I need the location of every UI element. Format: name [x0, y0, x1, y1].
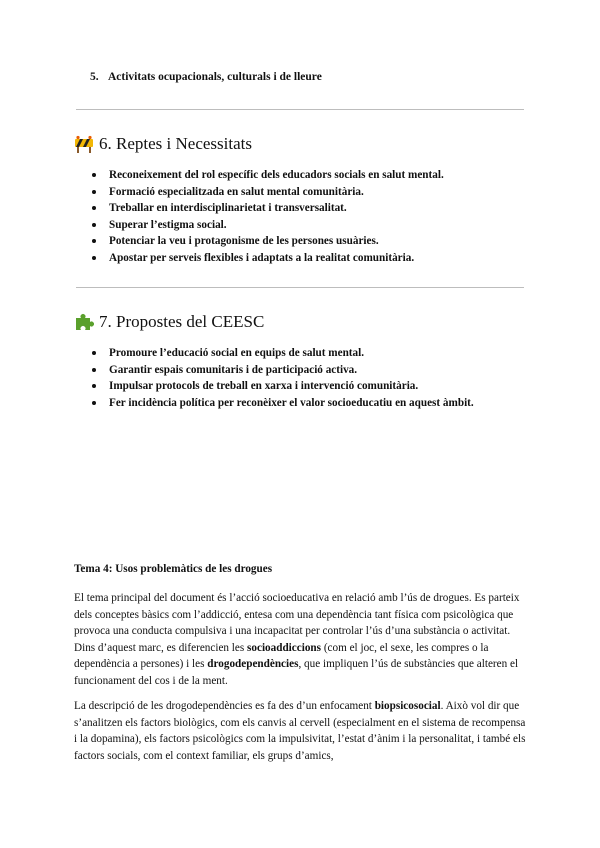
list-item: Reconeixement del rol específic dels educadors socials en salut mental. — [92, 167, 444, 184]
section-6-list — [92, 167, 444, 266]
list-item: Impulsar protocols de treball en xarxa i intervenció comunitària. — [92, 378, 474, 395]
numbered-item-5 — [90, 71, 322, 83]
section-7-title: 7. Propostes del CEESC — [99, 312, 265, 331]
list-item: Superar l’estigma social. — [92, 217, 444, 234]
text-run: El tema principal del document és l’acció socioeducativa en relació amb l’ús de drogues. Es parteix dels conceptes bàsics com l’addicció, entesa com una dependència tant física com psicològica que provoca una conducta compulsiva i una incapacitat per controlar l’ús d’una substància o activitat. Dins d’aquest marc, es diferencien les — [74, 592, 520, 654]
text-run: La descripció de les drogodependències es fa des d’un enfocament — [74, 700, 375, 712]
section-divider — [76, 287, 524, 288]
list-item: Fer incidència política per reconèixer el valor socioeducatiu en aquest àmbit. — [92, 395, 474, 412]
list-item: Garantir espais comunitaris i de participació activa. — [92, 362, 474, 379]
list-item: Apostar per serveis flexibles i adaptats a la realitat comunitària. — [92, 250, 444, 267]
item-number: 5. — [90, 71, 99, 83]
section-7-heading — [74, 312, 264, 332]
list-item: Promoure l’educació social en equips de salut mental. — [92, 345, 474, 362]
tema-4-title: Tema 4: Usos problemàtics de les drogues — [74, 563, 273, 575]
section-6-title: 6. Reptes i Necessitats — [99, 134, 252, 153]
list-item: Treballar en interdisciplinarietat i transversalitat. — [92, 200, 444, 217]
list-item: Formació especialitzada en salut mental comunitària. — [92, 184, 444, 201]
text-run: (com el joc, el sexe, les compres o la dependència a persones) i les — [74, 641, 489, 671]
construction-barrier-icon — [74, 134, 94, 154]
text-run: , que impliquen l’ús de substàncies que alteren el funcionament del cos i de la ment. — [74, 658, 519, 687]
puzzle-piece-icon — [74, 312, 94, 332]
list-item: Potenciar la veu i protagonisme de les persones usuàries. — [92, 233, 444, 250]
section-7-list — [92, 345, 474, 411]
paragraph-2 — [74, 698, 526, 764]
paragraph-1 — [74, 590, 526, 690]
section-6-heading — [74, 134, 252, 154]
bold-term: drogodependències — [207, 658, 299, 671]
bold-term: biopsicosocial — [374, 700, 441, 712]
section-divider — [76, 109, 524, 110]
text-run: . Això vol dir que s’analitzen els factors biològics, com els canvis al cervell (especialment en el sistema de recompensa i la dopamina), els factors psicològics com la impulsivitat, l’estat d’ànim i la personalitat, i també els factors socials, com el context familiar, els grups d’amics, — [74, 700, 526, 762]
item-text: Activitats ocupacionals, culturals i de lleure — [108, 71, 322, 83]
bold-term: socioaddiccions — [247, 641, 322, 654]
